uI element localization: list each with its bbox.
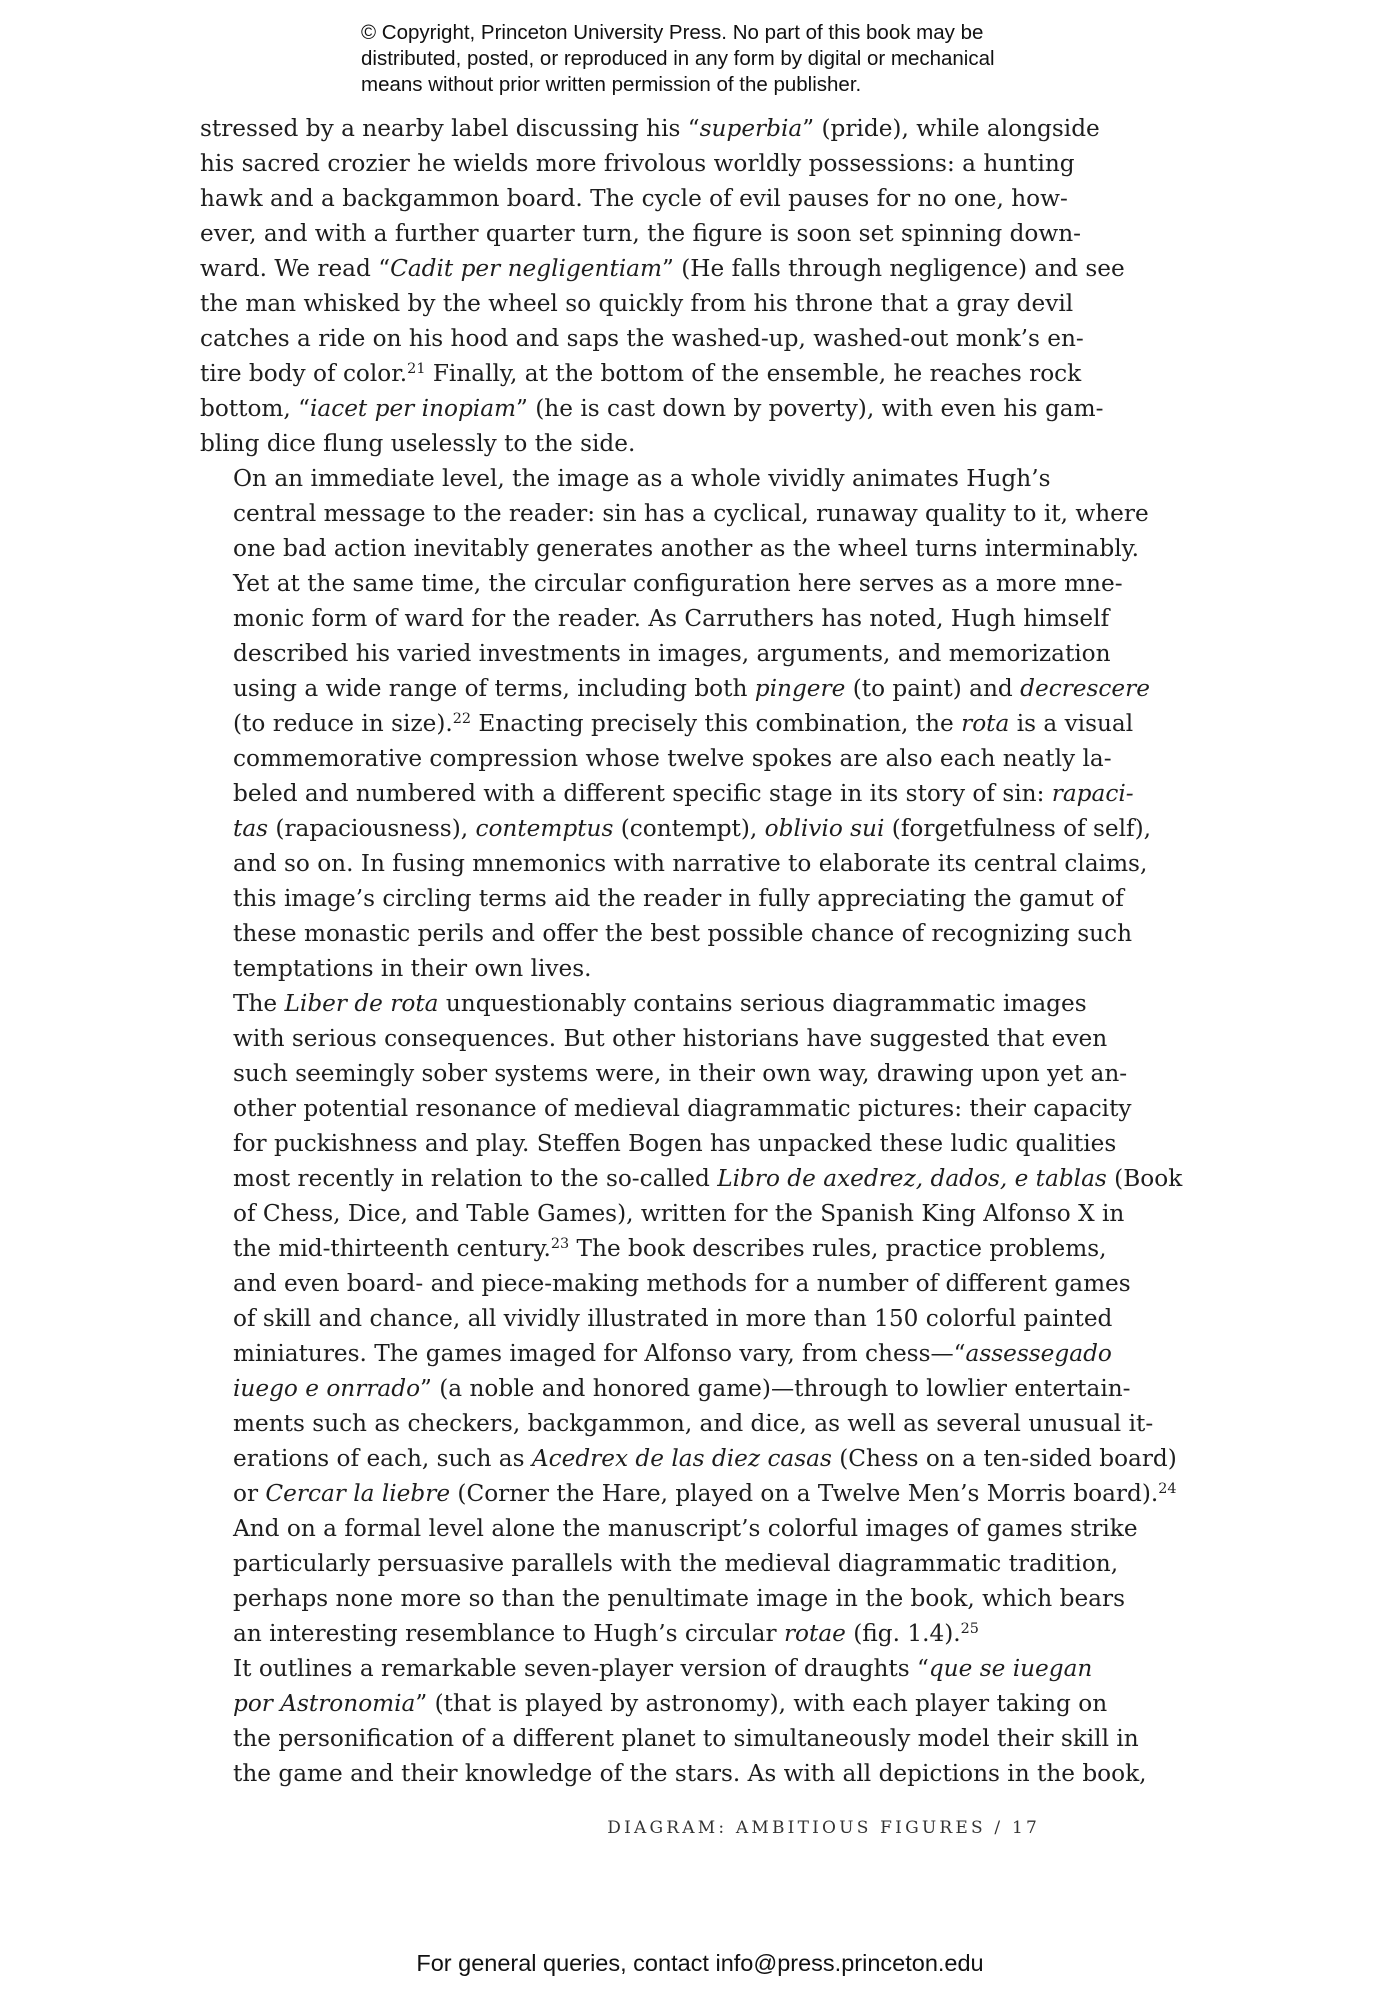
text-line: using a wide range of terms, including both pingere (to paint) and decrescere xyxy=(233,675,1150,702)
text-line: for puckishness and play. Steffen Bogen has unpacked these ludic qualities xyxy=(233,1130,1117,1157)
text-line: commemorative compression whose twelve spokes are also each neatly la- xyxy=(233,745,1112,772)
text-line: and even board- and piece-making methods for a number of different games xyxy=(233,1270,1131,1297)
copyright-line: © Copyright, Princeton University Press. No part of this book may be xyxy=(361,21,984,44)
text-line: the game and their knowledge of the stars. As with all depictions in the book, xyxy=(233,1760,1147,1787)
paragraph xyxy=(200,111,1125,461)
text-line: central message to the reader: sin has a cyclical, runaway quality to it, where xyxy=(233,500,1149,527)
text-line: such seemingly sober systems were, in their own way, drawing upon yet an- xyxy=(233,1060,1128,1087)
text-line: of Chess, Dice, and Table Games), written for the Spanish King Alfonso X in xyxy=(233,1200,1125,1227)
text-line: with serious consequences. But other historians have suggested that even xyxy=(233,1025,1108,1052)
text-line: The Liber de rota unquestionably contains serious diagrammatic images xyxy=(233,990,1087,1017)
text-line: one bad action inevitably generates another as the wheel turns interminably. xyxy=(233,535,1139,562)
copyright-line: distributed, posted, or reproduced in any form by digital or mechanical xyxy=(361,47,995,70)
paragraph xyxy=(200,1651,1147,1791)
text-line: erations of each, such as Acedrex de las diez casas (Chess on a ten-sided board) xyxy=(233,1445,1177,1472)
text-line: bling dice flung uselessly to the side. xyxy=(200,430,636,457)
text-line: or Cercar la liebre (Corner the Hare, played on a Twelve Men’s Morris board).$^{24}$ xyxy=(233,1480,1177,1507)
text-line: ever, and with a further quarter turn, the figure is soon set spinning down- xyxy=(200,220,1081,247)
text-line: perhaps none more so than the penultimate image in the book, which bears xyxy=(233,1585,1125,1612)
text-line: tas (rapaciousness), contemptus (contempt), oblivio sui (forgetfulness of self), xyxy=(233,815,1152,842)
paragraph xyxy=(200,986,1183,1651)
text-line: most recently in relation to the so-called Libro de axedrez, dados, e tablas (Book xyxy=(233,1165,1183,1192)
text-line: Yet at the same time, the circular configuration here serves as a more mne- xyxy=(233,570,1123,597)
text-line: an interesting resemblance to Hugh’s circular rotae (fig. 1.4).$^{25}$ xyxy=(233,1620,979,1647)
text-line: and so on. In fusing mnemonics with narrative to elaborate its central claims, xyxy=(233,850,1148,877)
text-line: catches a ride on his hood and saps the washed-up, washed-out monk’s en- xyxy=(200,325,1084,352)
contact-line: For general queries, contact info@press.princeton.edu xyxy=(416,1950,984,1976)
text-line: other potential resonance of medieval diagrammatic pictures: their capacity xyxy=(233,1095,1132,1122)
text-line: his sacred crozier he wields more frivolous worldly possessions: a hunting xyxy=(200,150,1075,177)
text-line: the man whisked by the wheel so quickly from his throne that a gray devil xyxy=(200,290,1074,317)
body-text xyxy=(200,111,1183,1791)
text-line: monic form of ward for the reader. As Carruthers has noted, Hugh himself xyxy=(233,605,1110,632)
text-line: On an immediate level, the image as a whole vividly animates Hugh’s xyxy=(233,465,1051,492)
text-line: these monastic perils and offer the best possible chance of recognizing such xyxy=(233,920,1133,947)
copyright-line: means without prior written permission of the publisher. xyxy=(361,73,862,96)
paragraph xyxy=(200,461,1152,986)
text-line: hawk and a backgammon board. The cycle of evil pauses for no one, how- xyxy=(200,185,1068,212)
text-line: particularly persuasive parallels with the medieval diagrammatic tradition, xyxy=(233,1550,1119,1577)
text-line: miniatures. The games imaged for Alfonso vary, from chess—“assessegado xyxy=(233,1340,1112,1367)
text-line: stressed by a nearby label discussing his “superbia” (pride), while alongside xyxy=(200,115,1100,142)
text-line: por Astronomia” (that is played by astronomy), with each player taking on xyxy=(233,1690,1108,1717)
text-line: (to reduce in size).$^{22}$ Enacting precisely this combination, the rota is a visual xyxy=(233,710,1134,737)
text-line: It outlines a remarkable seven-player version of draughts “que se iuegan xyxy=(233,1655,1093,1682)
text-line: ward. We read “Cadit per negligentiam” (He falls through negligence) and see xyxy=(200,255,1125,282)
text-line: described his varied investments in images, arguments, and memorization xyxy=(233,640,1111,667)
text-line: this image’s circling terms aid the reader in fully appreciating the gamut of xyxy=(233,885,1124,912)
text-line: bottom, “iacet per inopiam” (he is cast down by poverty), with even his gam- xyxy=(200,395,1104,422)
text-line: beled and numbered with a different specific stage in its story of sin: rapaci- xyxy=(233,780,1134,807)
text-line: of skill and chance, all vividly illustrated in more than 150 colorful painted xyxy=(233,1305,1113,1332)
text-line: ments such as checkers, backgammon, and dice, as well as several unusual it- xyxy=(233,1410,1154,1437)
text-line: the personification of a different planet to simultaneously model their skill in xyxy=(233,1725,1139,1752)
text-line: And on a formal level alone the manuscript’s colorful images of games strike xyxy=(233,1515,1138,1542)
text-line: tire body of color.$^{21}$ Finally, at the bottom of the ensemble, he reaches rock xyxy=(200,360,1082,387)
text-line: the mid-thirteenth century.$^{23}$ The book describes rules, practice problems, xyxy=(233,1235,1107,1262)
text-line: iuego e onrrado” (a noble and honored game)—through to lowlier entertain- xyxy=(233,1375,1131,1402)
copyright-notice xyxy=(361,20,1081,98)
running-footer: DIAGRAM: AMBITIOUS FIGURES / 17 xyxy=(607,1818,1040,1838)
text-line: temptations in their own lives. xyxy=(233,955,592,982)
